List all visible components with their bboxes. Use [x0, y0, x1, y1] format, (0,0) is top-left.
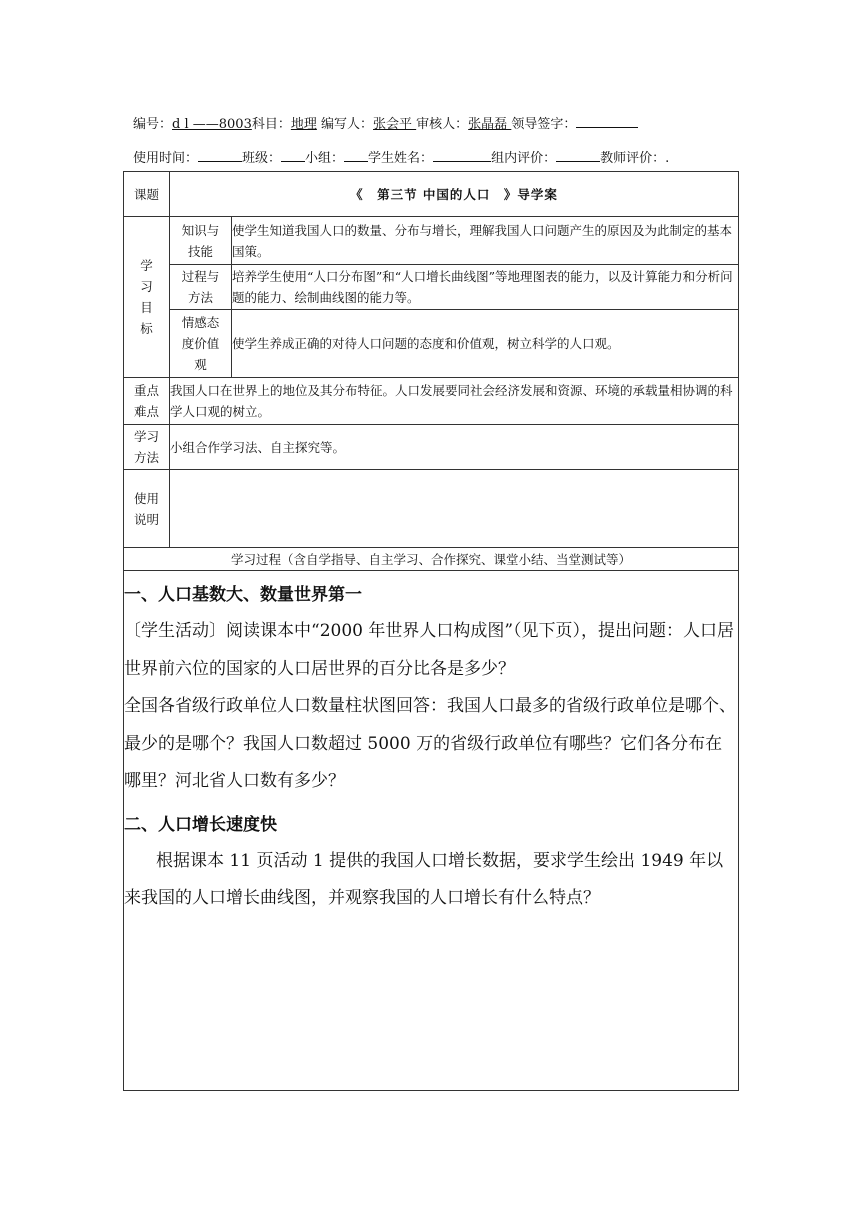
study-guide-table: [123, 171, 739, 1091]
group-eval-label: 组内评价：: [491, 151, 557, 166]
group-label: 小组：: [305, 151, 345, 166]
objective-text-process: 培养学生使用“人口分布图”和“人口增长曲线图”等地理图表的能力，以及计算能力和分析问题的能力、绘制曲线图的能力等。: [232, 265, 739, 310]
topic-row: [124, 172, 739, 217]
section1-title: 一、人口基数大、数量世界第一: [124, 585, 362, 605]
objective-text-knowledge: 使学生知道我国人口的数量、分布与增长，理解我国人口问题产生的原因及为此制定的基本国策。: [232, 217, 739, 265]
objective-label-attitude: 情感态 度价值 观: [170, 310, 232, 378]
header-line-2: [133, 147, 669, 166]
method-text: 小组合作学习法、自主探究等。: [170, 425, 739, 470]
section2-title: 二、人口增长速度快: [124, 814, 277, 835]
objective-label-knowledge: 知识与 技能: [170, 217, 232, 265]
content-row: [124, 571, 739, 1091]
topic-title: 《 第三节 中国的人口 》导学案: [170, 172, 739, 217]
name-label: 学生姓名：: [368, 151, 434, 166]
key-text: 我国人口在世界上的地位及其分布特征。人口发展要同社会经济发展和资源、环境的承载量相协调的科学人口观的树立。: [170, 378, 739, 425]
sign-label: 领导签字：: [511, 117, 577, 132]
reviewer-value: 张晶磊: [468, 117, 512, 132]
objective-row-3: [124, 310, 739, 378]
author-value: 张会平: [373, 117, 417, 132]
key-label: 重点 难点: [124, 378, 170, 425]
reviewer-label: 审核人：: [416, 117, 469, 132]
author-label: 编写人：: [316, 117, 374, 132]
key-row: [124, 378, 739, 425]
group-eval-blank[interactable]: [556, 149, 600, 162]
subject-value: 地理: [290, 117, 317, 132]
section2-para1: 根据课本 11 页活动 1 提供的我国人口增长数据，要求学生绘出 1949 年以来我国的人口增长曲线图，并观察我国的人口增长有什么特点？: [124, 850, 724, 908]
objective-text-attitude: 使学生养成正确的对待人口问题的态度和价值观，树立科学的人口观。: [232, 310, 739, 378]
objective-row-1: [124, 217, 739, 265]
process-label: 学习过程（含自学指导、自主学习、合作探究、课堂小结、当堂测试等）: [124, 548, 739, 571]
header-line-1: [133, 113, 638, 132]
code-value: d l ——8003: [172, 117, 252, 132]
subject-label: 科目：: [251, 117, 291, 132]
topic-label: 课题: [124, 172, 170, 217]
method-label: 学习 方法: [124, 425, 170, 470]
time-blank[interactable]: [198, 149, 242, 162]
usage-text[interactable]: [170, 470, 739, 548]
class-blank[interactable]: [281, 149, 305, 162]
time-label: 使用时间：: [133, 151, 199, 166]
objective-label-process: 过程与 方法: [170, 265, 232, 310]
class-label: 班级：: [242, 151, 282, 166]
process-row: [124, 548, 739, 571]
group-blank[interactable]: [344, 149, 368, 162]
section1-para2: 全国各省级行政单位人口数量柱状图回答：我国人口最多的省级行政单位是哪个、最少的是哪个？我国人口数超过 5000 万的省级行政单位有哪些？它们各分布在哪里？河北省人口数有多少？: [124, 696, 736, 791]
section1-para1: 〔学生活动〕阅读课本中“2000 年世界人口构成图”（见下页），提出问题：人口居世界前六位的国家的人口居世界的百分比各是多少？: [124, 621, 735, 679]
objective-row-2: [124, 265, 739, 310]
usage-row: [124, 470, 739, 548]
objectives-label: 学 习 目 标: [124, 217, 170, 378]
code-label: 编号：: [133, 117, 173, 132]
trailing-dot: .: [665, 151, 670, 166]
teacher-eval-label: 教师评价：: [600, 151, 666, 166]
name-blank[interactable]: [433, 149, 491, 162]
usage-label: 使用 说明: [124, 470, 170, 548]
content-body: [124, 571, 739, 1091]
method-row: [124, 425, 739, 470]
sign-blank[interactable]: [576, 115, 638, 128]
